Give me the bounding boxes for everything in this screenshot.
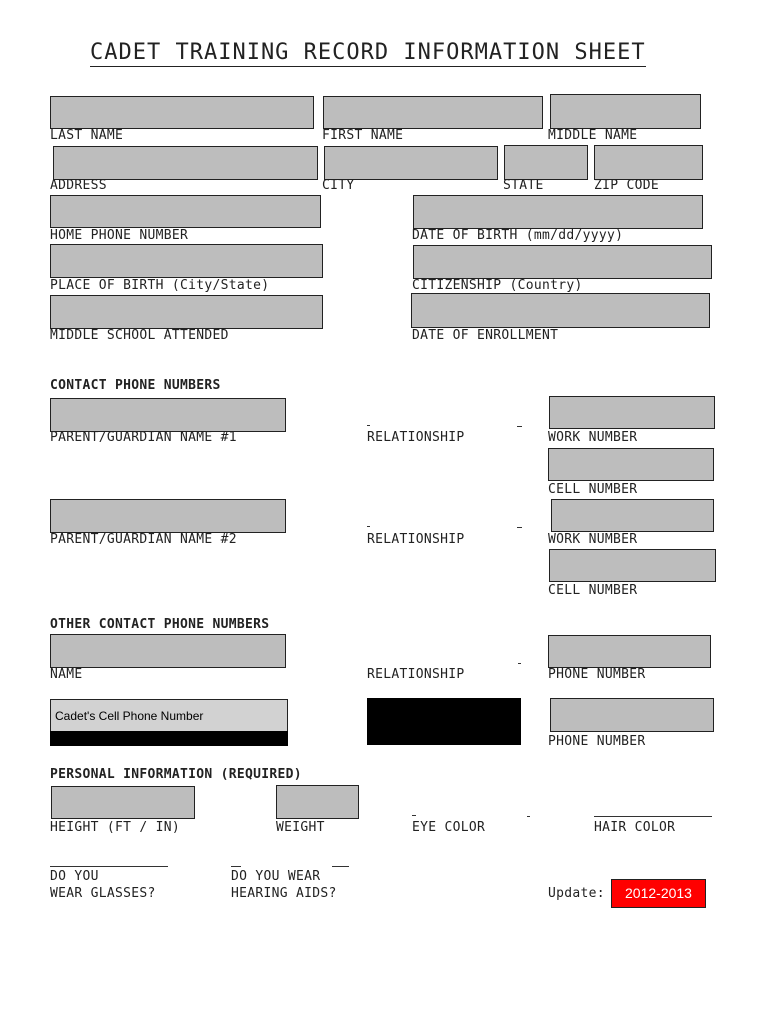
other-contact-relationship-label: RELATIONSHIP (367, 667, 465, 682)
zip-code-label: ZIP CODE (594, 178, 660, 193)
other-contact-phone-field[interactable] (548, 635, 711, 668)
zip-code-field[interactable] (594, 145, 703, 180)
middle-school-field[interactable] (50, 295, 323, 329)
guardian-1-relationship-line-end (517, 426, 522, 427)
first-name-label: FIRST NAME (322, 128, 404, 143)
page-title: CADET TRAINING RECORD INFORMATION SHEET (90, 40, 646, 65)
other-contact-name-label: NAME (50, 667, 83, 682)
state-label: STATE (503, 178, 544, 193)
guardian-1-name-field[interactable] (50, 398, 286, 432)
glasses-answer-line[interactable] (50, 866, 168, 867)
guardian-2-relationship-line[interactable] (367, 526, 370, 527)
guardian-2-work-number-field[interactable] (551, 499, 714, 532)
eye-color-line[interactable] (412, 815, 416, 816)
hearing-aids-answer-line[interactable] (231, 866, 241, 867)
hearing-aids-label-line2: HEARING AIDS? (231, 886, 337, 901)
guardian-2-relationship-label: RELATIONSHIP (367, 532, 465, 547)
update-year-badge: 2012-2013 (611, 879, 706, 908)
guardian-1-relationship-label: RELATIONSHIP (367, 430, 465, 445)
guardian-2-cell-number-label: CELL NUMBER (548, 583, 638, 598)
guardian-1-cell-number-field[interactable] (548, 448, 714, 481)
other-contact-relationship-line[interactable] (518, 663, 521, 664)
guardian-2-work-number-label: WORK NUMBER (548, 532, 638, 547)
hair-color-line[interactable] (594, 816, 712, 817)
date-of-birth-field[interactable] (413, 195, 703, 229)
height-label: HEIGHT (FT / IN) (50, 820, 181, 835)
guardian-1-work-number-label: WORK NUMBER (548, 430, 638, 445)
middle-school-label: MIDDLE SCHOOL ATTENDED (50, 328, 229, 343)
cadet-cell-phone-field[interactable] (50, 699, 288, 733)
redacted-block (367, 698, 521, 745)
guardian-1-relationship-line[interactable] (367, 425, 370, 426)
middle-name-label: MIDDLE NAME (548, 128, 638, 143)
cadet-phone-number-field[interactable] (550, 698, 714, 732)
other-contact-phone-label: PHONE NUMBER (548, 667, 646, 682)
city-label: CITY (322, 178, 355, 193)
place-of-birth-label: PLACE OF BIRTH (City/State) (50, 278, 270, 293)
guardian-1-work-number-field[interactable] (549, 396, 715, 429)
weight-field[interactable] (276, 785, 359, 819)
guardian-2-cell-number-field[interactable] (549, 549, 716, 582)
hearing-aids-answer-line-end (332, 866, 349, 867)
city-field[interactable] (324, 146, 498, 180)
last-name-field[interactable] (50, 96, 314, 129)
state-field[interactable] (504, 145, 588, 180)
guardian-1-cell-number-label: CELL NUMBER (548, 482, 638, 497)
glasses-label-line2: WEAR GLASSES? (50, 886, 156, 901)
home-phone-label: HOME PHONE NUMBER (50, 228, 189, 243)
guardian-1-name-label: PARENT/GUARDIAN NAME #1 (50, 430, 237, 445)
middle-name-field[interactable] (550, 94, 701, 129)
eye-color-line-end (527, 816, 530, 817)
glasses-label-line1: DO YOU (50, 869, 99, 884)
date-of-enrollment-label: DATE OF ENROLLMENT (412, 328, 559, 343)
citizenship-label: CITIZENSHIP (Country) (412, 278, 583, 293)
eye-color-label: EYE COLOR (412, 820, 486, 835)
cadet-cell-phone-value: Cadet's Cell Phone Number (55, 709, 204, 723)
address-field[interactable] (53, 146, 318, 180)
home-phone-field[interactable] (50, 195, 321, 228)
address-label: ADDRESS (50, 178, 107, 193)
date-of-enrollment-field[interactable] (411, 293, 710, 328)
other-contact-phone-numbers-header: OTHER CONTACT PHONE NUMBERS (50, 617, 270, 632)
guardian-2-name-label: PARENT/GUARDIAN NAME #2 (50, 532, 237, 547)
hair-color-label: HAIR COLOR (594, 820, 676, 835)
cadet-phone-number-label: PHONE NUMBER (548, 734, 646, 749)
last-name-label: LAST NAME (50, 128, 124, 143)
personal-information-header: PERSONAL INFORMATION (REQUIRED) (50, 767, 302, 782)
redacted-block (50, 731, 288, 746)
height-field[interactable] (51, 786, 195, 819)
guardian-2-name-field[interactable] (50, 499, 286, 533)
update-label: Update: (548, 886, 605, 901)
citizenship-field[interactable] (413, 245, 712, 279)
other-contact-name-field[interactable] (50, 634, 286, 668)
date-of-birth-label: DATE OF BIRTH (mm/dd/yyyy) (412, 228, 624, 243)
first-name-field[interactable] (323, 96, 543, 129)
guardian-2-relationship-line-end (517, 527, 522, 528)
place-of-birth-field[interactable] (50, 244, 323, 278)
contact-phone-numbers-header: CONTACT PHONE NUMBERS (50, 378, 221, 393)
weight-label: WEIGHT (276, 820, 325, 835)
hearing-aids-label-line1: DO YOU WEAR (231, 869, 321, 884)
